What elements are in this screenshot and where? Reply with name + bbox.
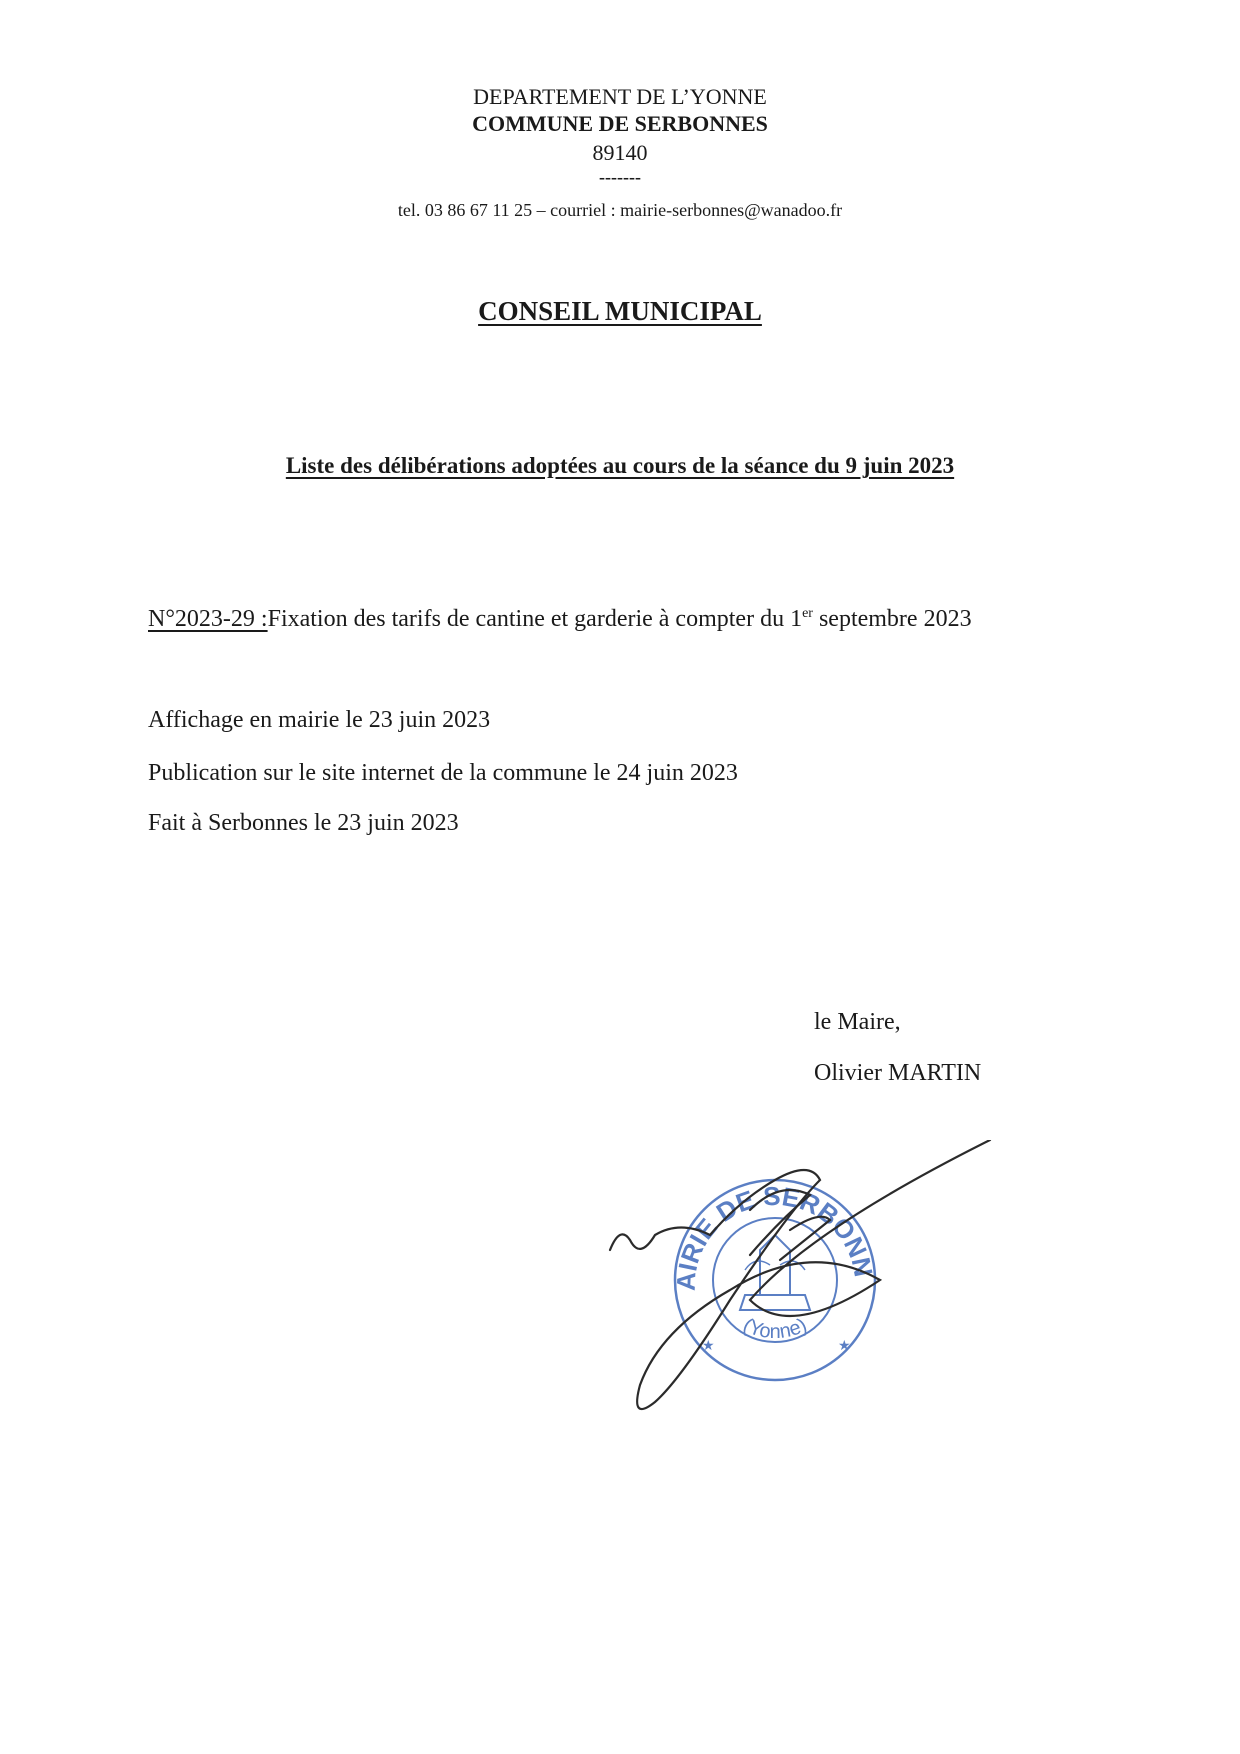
- official-stamp: [580, 1140, 1000, 1430]
- stamp-bottom-text: (Yonne): [739, 1314, 811, 1344]
- contact-line: tel. 03 86 67 11 25 – courriel : mairie-serbonnes@wanadoo.fr: [397, 200, 843, 220]
- commune-line: COMMUNE DE SERBONNES: [472, 111, 768, 136]
- stamp-star-left: ★: [702, 1339, 715, 1354]
- stamp-top-text: AIRIE DE SERBONN: [670, 1180, 879, 1292]
- document-title: CONSEIL MUNICIPAL: [478, 296, 762, 326]
- signatory-name: Olivier MARTIN: [814, 1060, 982, 1086]
- publication-notice: Publication sur le site internet de la commune le 24 juin 2023: [148, 760, 738, 786]
- deliberation-entry: [148, 604, 972, 634]
- department-line: DEPARTEMENT DE L’YONNE: [473, 84, 767, 109]
- postal-code: 89140: [592, 140, 648, 165]
- deliberation-number: N°2023-29 :: [148, 606, 268, 632]
- done-at-notice: Fait à Serbonnes le 23 juin 2023: [148, 810, 459, 836]
- deliberation-text-after: septembre 2023: [812, 606, 972, 632]
- stamp-and-signature: [580, 1140, 1000, 1430]
- signatory-role: le Maire,: [814, 1009, 901, 1035]
- stamp-emblem-base: [740, 1295, 810, 1310]
- header-separator: -------: [599, 167, 641, 187]
- stamp-star-right: ★: [838, 1339, 851, 1354]
- deliberation-superscript: er: [802, 606, 813, 621]
- document-subtitle: Liste des délibérations adoptées au cours de la séance du 9 juin 2023: [285, 453, 955, 478]
- display-notice: Affichage en mairie le 23 juin 2023: [148, 707, 491, 733]
- deliberation-text-before: Fixation des tarifs de cantine et garderie à compter du 1: [267, 606, 803, 632]
